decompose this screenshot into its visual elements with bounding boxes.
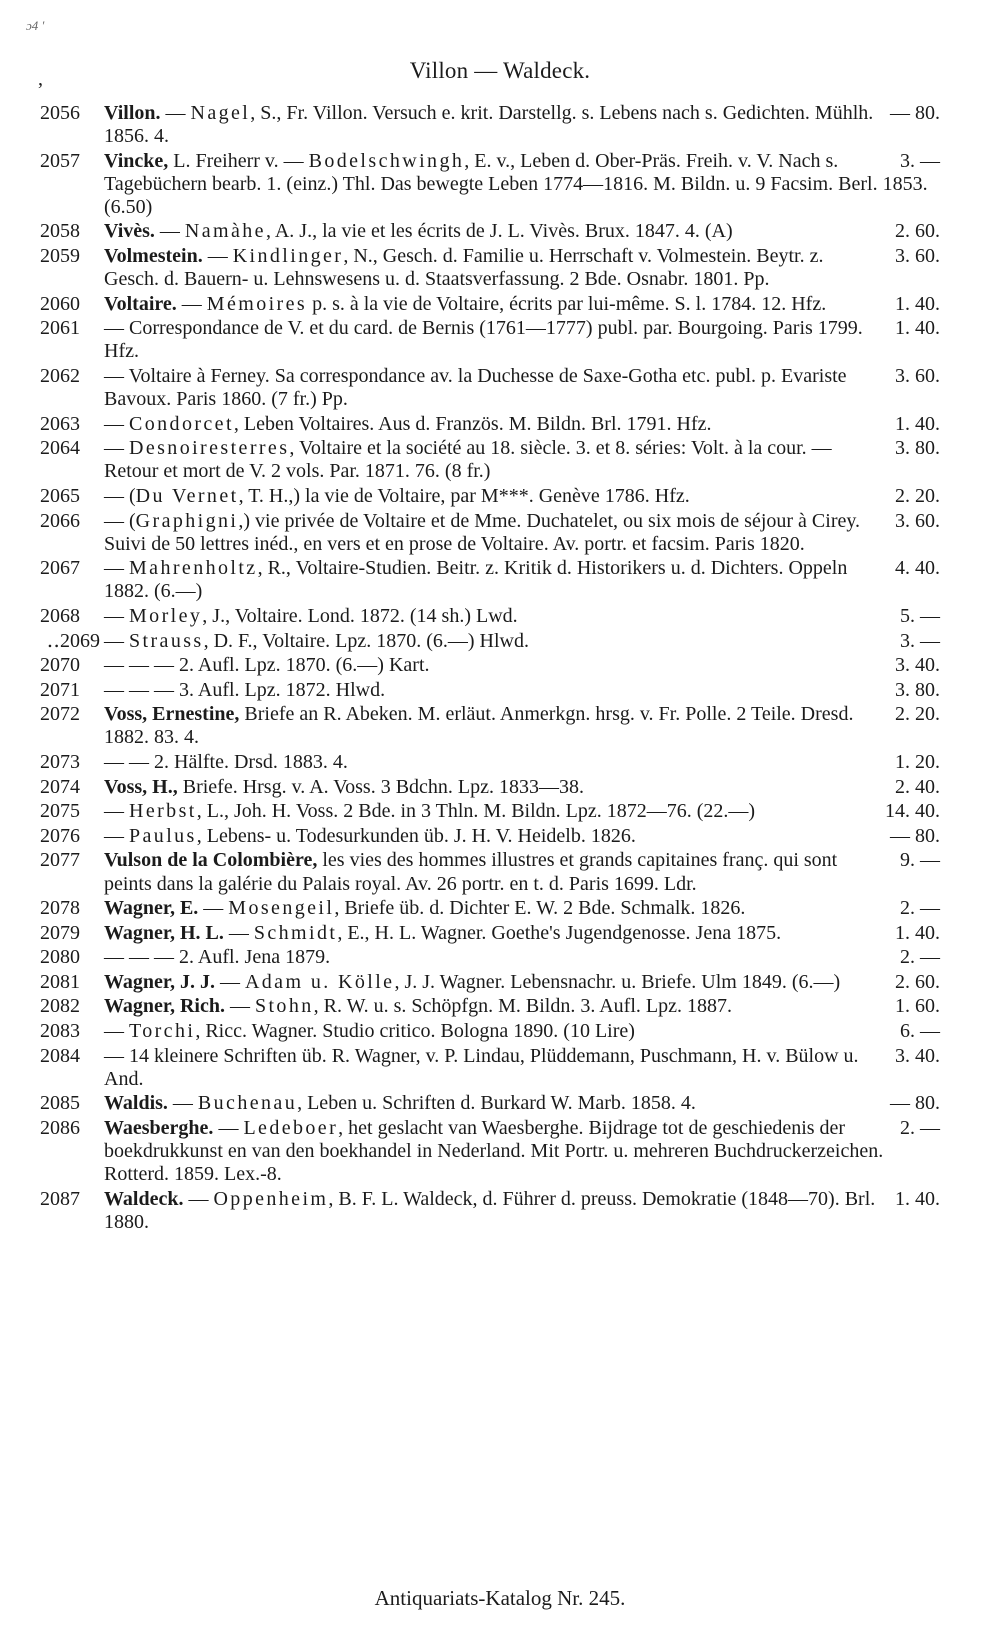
entry-author: Oppenheim: [213, 1187, 329, 1210]
entry-price: 2. —: [900, 897, 940, 920]
entry-number: [40, 995, 100, 1018]
entry-number: [40, 413, 100, 436]
entry-description: ,) vie privée de Voltaire et de Mme. Duchatelet, ou six mois de séjour à Cirey. Suivi de 50 lettres inéd., en vers et en prose de Voltaire. Av. portr. et facsim. Paris 1820.: [104, 509, 861, 555]
entry-description: , Lebens- u. Todesurkunden üb. J. H. V. Heidelb. 1826.: [196, 824, 636, 847]
entry-description: , B. F. L. Waldeck, d. Führer d. preuss. Demokratie (1848—70). Brl. 1880.: [104, 1187, 876, 1233]
entry-number-text: 2064: [40, 437, 80, 460]
entry-text: [104, 1188, 875, 1233]
entry-author: Mémoires: [206, 292, 308, 315]
catalog-entry: [40, 1117, 940, 1186]
entry-text-prefix: —: [104, 800, 129, 823]
entry-number-text: 2068: [40, 604, 80, 627]
catalog-entry: [40, 557, 940, 603]
entry-price: 2. —: [900, 946, 940, 969]
catalog-entries: [40, 102, 940, 1235]
entry-description: , J. J. Wagner. Lebensnachr. u. Briefe. Ulm 1849. (6.—): [394, 970, 841, 993]
entry-number: [40, 245, 100, 268]
entry-description: , E. v., Leben d. Ober-Präs. Freih. v. V. Nach s. Tagebüchern bearb. 1. (einz.) Thl. Das bewegte Leben 1774—1816. M. Bildn. u. 9 Facsim. Berl. 1853. (6.50): [104, 149, 928, 218]
entry-number: [40, 365, 100, 388]
catalog-entry: [40, 800, 940, 823]
catalog-entry: [40, 605, 940, 628]
entry-author: Strauss: [129, 629, 204, 652]
entry-description: , N., Gesch. d. Familie u. Herrschaft v. Volmestein. Beytr. z. Gesch. d. Bauern- u. Lehnswesens u. d. Staatsverfassung. 2 Bde. Osnabr. 1801. Pp.: [104, 245, 824, 291]
entry-text-prefix: —: [104, 437, 129, 460]
catalog-entry: [40, 245, 940, 291]
entry-text: [104, 437, 832, 482]
entry-description: , E., H. L. Wagner. Goethe's Jugendgenosse. Jena 1875.: [337, 921, 782, 944]
entry-number-text: 2085: [40, 1092, 80, 1115]
entry-price: — 80.: [890, 1092, 940, 1115]
entry-author: Du Vernet: [135, 485, 239, 507]
entry-heading: Volmestein.: [104, 245, 203, 268]
entry-text: [104, 922, 781, 944]
entry-price: 1. 40.: [895, 412, 940, 435]
entry-heading: Wagner, H. L.: [104, 921, 224, 944]
entry-price: 3. 60.: [895, 245, 940, 268]
entry-number: [40, 825, 100, 848]
catalog-entry: [40, 1092, 940, 1115]
entry-text-prefix: —: [167, 1092, 198, 1115]
entry-price: 6. —: [900, 1020, 940, 1043]
entry-price: 2. —: [900, 1116, 940, 1139]
entry-price: 1. 60.: [895, 995, 940, 1018]
entry-number: [40, 897, 100, 920]
entry-heading: Vincke,: [104, 149, 169, 172]
entry-number-text: 2056: [40, 102, 80, 124]
entry-price: 1. 40.: [895, 292, 940, 315]
catalog-entry: [40, 220, 940, 243]
entry-number: [18, 630, 100, 653]
entry-description: , Ricc. Wagner. Studio critico. Bologna 1890. (10 Lire): [195, 1020, 635, 1043]
entry-text-prefix: —: [183, 1187, 214, 1210]
entry-description: , A. J., la vie et les écrits de J. L. Vivès. Brux. 1847. 4. (A): [265, 220, 733, 243]
entry-heading: Wagner, J. J.: [104, 970, 215, 993]
entry-text-prefix: —: [224, 995, 255, 1018]
head-comma: ,: [38, 68, 43, 90]
entry-number: [40, 703, 100, 726]
entry-text: [104, 1117, 883, 1185]
entry-number: [40, 1188, 100, 1211]
entry-price: 2. 20.: [895, 485, 940, 507]
catalog-entry: [40, 897, 940, 920]
entry-number-text: 2080: [40, 946, 80, 969]
entry-price: 2. 60.: [895, 220, 940, 243]
entry-author: Herbst: [129, 800, 197, 823]
entry-text: [104, 825, 636, 847]
catalog-entry: [40, 679, 940, 702]
entry-author: Condorcet: [129, 412, 234, 435]
entry-author: Adam u. Kölle: [244, 970, 395, 993]
entry-number-text: 2061: [40, 317, 80, 340]
entry-number: [40, 437, 100, 460]
entry-number-text: 2066: [40, 509, 80, 532]
catalog-entry: [40, 102, 940, 148]
entry-number-text: 2078: [40, 897, 80, 920]
catalog-entry: [40, 654, 940, 677]
entry-price: 2. 60.: [895, 970, 940, 993]
entry-author: Stohn: [254, 995, 314, 1018]
catalog-entry: [40, 150, 940, 219]
catalog-entry: [40, 922, 940, 945]
catalog-entry: [40, 317, 940, 363]
entry-price: 3. —: [900, 629, 940, 652]
entry-description: , S., Fr. Villon. Versuch e. krit. Darstellg. s. Lebens nach s. Gedichten. Mühlh. 1856. 4.: [104, 102, 874, 148]
entry-text: [104, 605, 518, 627]
entry-number-text: 2058: [40, 220, 80, 243]
entry-text: Villon. — Nagel, S., Fr. Villon. Versuch e. krit. Darstellg. s. Lebens nach s. Gedichten. Mühlh. 1856. 4.: [104, 102, 874, 148]
catalog-entry: [40, 1045, 940, 1091]
catalog-footer: Antiquariats-Katalog Nr. 245.: [374, 1586, 626, 1610]
entry-description: — — — 2. Aufl. Jena 1879.: [104, 946, 331, 969]
entry-price: 3. 40.: [895, 654, 940, 677]
entry-text: [104, 751, 348, 773]
entry-price: 3. 40.: [895, 1044, 940, 1067]
entry-text-prefix: —: [214, 970, 245, 993]
entry-author: Mosengeil: [228, 897, 335, 920]
entry-text-prefix: —: [104, 824, 129, 847]
corner-mark: ɔ4 ′: [26, 18, 45, 33]
catalog-entry: [40, 946, 940, 969]
entry-text: [104, 849, 837, 894]
entry-description: , J., Voltaire. Lond. 1872. (14 sh.) Lwd.: [202, 604, 518, 627]
entry-text: [104, 654, 430, 676]
entry-description: , Briefe üb. d. Dichter E. W. 2 Bde. Schmalk. 1826.: [334, 897, 746, 920]
entry-author: Bodelschwingh: [308, 149, 465, 172]
entry-text-prefix: —: [223, 921, 254, 944]
entry-text-prefix: — (: [104, 485, 136, 507]
entry-price: 1. 40.: [895, 317, 940, 340]
entry-text: [104, 150, 928, 218]
running-head: Villon — Waldeck.: [409, 58, 591, 83]
entry-number: [40, 946, 100, 969]
entry-text: [104, 485, 690, 507]
entry-number-mark: ‥: [46, 629, 60, 652]
entry-number: [40, 800, 100, 823]
entry-number: [40, 1117, 100, 1140]
entry-description: Briefe. Hrsg. v. A. Voss. 3 Bdchn. Lpz. 1833—38.: [177, 775, 585, 798]
entry-price: 4. 40.: [895, 557, 940, 580]
entry-number-text: 2059: [40, 245, 80, 268]
entry-price: 9. —: [900, 849, 940, 872]
entry-price: 14. 40.: [885, 800, 940, 823]
entry-text-prefix: — (: [104, 509, 136, 532]
entry-text: [104, 971, 840, 993]
entry-description: les vies des hommes illustres et grands capitaines franç. qui sont peints dans la galérie du Palais royal. Av. 26 portr. en t. d. Paris 1699. Ldr.: [104, 849, 838, 895]
entry-number: [40, 1092, 100, 1115]
entry-number-text: 2062: [40, 365, 80, 388]
entry-number-text: 2070: [40, 654, 80, 677]
entry-description: , L., Joh. H. Voss. 2 Bde. in 3 Thln. M. Bildn. Lpz. 1872—76. (22.—): [196, 800, 756, 823]
entry-number: [40, 1045, 100, 1068]
entry-number-text: 2084: [40, 1044, 80, 1067]
entry-text: [104, 679, 385, 701]
entry-text: [104, 897, 745, 919]
entry-description: — — 2. Hälfte. Drsd. 1883. 4.: [104, 751, 348, 774]
entry-heading: Wagner, E.: [104, 897, 199, 920]
entry-text-prefix: —: [104, 604, 129, 627]
entry-description: — — — 3. Aufl. Lpz. 1872. Hlwd.: [104, 678, 386, 701]
entry-number: [40, 751, 100, 774]
entry-author: Namàhe: [184, 220, 266, 243]
entry-number: [40, 293, 100, 316]
entry-price: 1. 40.: [895, 1187, 940, 1210]
entry-text: [104, 413, 711, 435]
entry-price: 2. 40.: [895, 775, 940, 798]
entry-text-prefix: —: [104, 412, 129, 435]
entry-price: 1. 20.: [895, 751, 940, 774]
entry-author: Paulus: [129, 824, 197, 847]
entry-author: Torchi: [129, 1020, 196, 1043]
catalog-entry: [40, 1188, 940, 1234]
entry-description: , R. W. u. s. Schöpfgn. M. Bildn. 3. Aufl. Lpz. 1887.: [313, 995, 732, 1018]
entry-text: [104, 1092, 696, 1114]
entry-description: , Voltaire et la société au 18. siècle. 3. et 8. séries: Volt. à la cour. — Retour et mort de V. 2 vols. Par. 1871. 76. (8 fr.): [104, 437, 832, 483]
catalog-entry: [40, 630, 940, 653]
entry-author: Nagel: [190, 102, 251, 124]
entry-number: [40, 605, 100, 628]
entry-text: [104, 557, 847, 602]
catalog-entry: [40, 703, 940, 749]
entry-number: [40, 679, 100, 702]
entry-text: [104, 630, 529, 652]
entry-text: [104, 995, 732, 1017]
entry-heading: Waldeck.: [104, 1187, 184, 1210]
entry-number-text: 2060: [40, 292, 80, 315]
entry-text: [104, 365, 847, 410]
entry-heading: Voss, Ernestine,: [104, 703, 240, 726]
catalog-entry: [40, 849, 940, 895]
catalog-entry: [40, 971, 940, 994]
entry-description: , R., Voltaire-Studien. Beitr. z. Kritik d. Historikers u. d. Dichters. Oppeln 1882. (6.—): [104, 557, 848, 603]
entry-number-text: 2077: [40, 849, 80, 872]
entry-description: — — — 2. Aufl. Lpz. 1870. (6.—) Kart.: [104, 654, 430, 677]
entry-text: [104, 703, 853, 748]
catalog-entry: [40, 510, 940, 556]
entry-number-text: 2079: [40, 921, 80, 944]
entry-number: [40, 510, 100, 533]
entry-price: 3. 60.: [895, 365, 940, 388]
entry-price: 3. 60.: [895, 509, 940, 532]
entry-author: Schmidt: [253, 921, 338, 944]
entry-heading: Villon.: [104, 102, 161, 124]
entry-text: [104, 946, 330, 968]
entry-number: [40, 150, 100, 173]
entry-price: 3. 80.: [895, 437, 940, 460]
entry-text: Volmestein. — Kindlinger, N., Gesch. d. Familie u. Herrschaft v. Volmestein. Beytr. z. Gesch. d. Bauern- u. Lehnswesens u. d. Staatsverfassung. 2 Bde. Osnabr. 1801. Pp.: [104, 245, 824, 291]
entry-number: [40, 971, 100, 994]
entry-number-text: 2083: [40, 1020, 80, 1043]
entry-author: Ledeboer: [243, 1116, 339, 1139]
entry-author: Kindlinger: [232, 245, 344, 268]
entry-number: [40, 654, 100, 677]
entry-number-text: 2087: [40, 1187, 80, 1210]
entry-number-text: 2082: [40, 995, 80, 1018]
entry-text: [104, 776, 584, 798]
entry-text-prefix: —: [104, 629, 129, 652]
entry-text-prefix: —: [104, 557, 129, 580]
entry-heading: Voltaire.: [104, 292, 177, 315]
entry-description: — Correspondance de V. et du card. de Bernis (1761—1777) publ. par. Bourgoing. Paris 1799. Hfz.: [104, 317, 863, 363]
entry-description: Briefe an R. Abeken. M. erläut. Anmerkgn. hrsg. v. Fr. Polle. 2 Teile. Dresd. 1882. 83. 4.: [104, 703, 854, 749]
catalog-entry: [40, 776, 940, 799]
entry-price: 3. 80.: [895, 678, 940, 701]
entry-description: , het geslacht van Waesberghe. Bijdrage tot de geschiedenis der boekdrukkunst en van den boekhandel in Nederland. Mit Portr. u. mehreren Buchdruckerzeichen. Rotterd. 1859. Lex.-8.: [104, 1116, 884, 1186]
entry-heading: Vulson de la Colombière,: [104, 849, 318, 872]
entry-number: [40, 220, 100, 243]
entry-number-text: 2076: [40, 824, 80, 847]
catalog-entry: [40, 1020, 940, 1043]
entry-author: Morley: [129, 604, 203, 627]
entry-price: 2. 20.: [895, 703, 940, 726]
entry-price: 5. —: [900, 604, 940, 627]
entry-text-prefix: —: [104, 1020, 129, 1043]
catalog-entry: [40, 485, 940, 508]
entry-number-text: 2065: [40, 485, 80, 507]
entry-description: — 14 kleinere Schriften üb. R. Wagner, v. P. Lindau, Plüddemann, Puschmann, H. v. Bülow u. And.: [104, 1044, 859, 1090]
entry-price: — 80.: [890, 824, 940, 847]
catalog-entry: [40, 365, 940, 411]
entry-text: [104, 1045, 859, 1090]
entry-number-text: 2067: [40, 557, 80, 580]
catalog-entry: [40, 751, 940, 774]
catalog-entry: [40, 413, 940, 436]
entry-number-text: 2086: [40, 1116, 80, 1139]
entry-description: p. s. à la vie de Voltaire, écrits par lui-même. S. l. 1784. 12. Hfz.: [307, 292, 827, 315]
entry-number-text: 2072: [40, 703, 80, 726]
entry-number-text: 2081: [40, 970, 80, 993]
entry-heading: Waesberghe.: [104, 1116, 214, 1139]
entry-number: [40, 849, 100, 872]
entry-text-prefix: —: [213, 1116, 244, 1139]
entry-number-text: 2057: [40, 149, 80, 172]
entry-heading: Voss, H.,: [104, 775, 178, 798]
entry-number-text: 2075: [40, 800, 80, 823]
entry-description: , Leben Voltaires. Aus d. Französ. M. Bildn. Brl. 1791. Hfz.: [233, 412, 712, 435]
catalog-entry: [40, 293, 940, 316]
catalog-entry: [40, 437, 940, 483]
entry-number: [40, 776, 100, 799]
entry-number: [40, 317, 100, 340]
entry-number-text: 2071: [40, 678, 80, 701]
entry-description: , T. H.,) la vie de Voltaire, par M***. Genève 1786. Hfz.: [238, 485, 690, 507]
entry-heading: Waldis.: [104, 1092, 168, 1115]
entry-text: Vivès. — Namàhe, A. J., la vie et les écrits de J. L. Vivès. Brux. 1847. 4. (A): [104, 220, 733, 243]
entry-price: 3. —: [900, 149, 940, 172]
entry-number-text: 2069: [60, 629, 100, 652]
entry-author: Mahrenholtz: [129, 557, 258, 580]
entry-text: [104, 510, 860, 555]
entry-number-text: 2063: [40, 412, 80, 435]
entry-text: [104, 800, 755, 822]
catalog-entry: [40, 825, 940, 848]
entry-number-text: 2074: [40, 775, 80, 798]
entry-number: [40, 485, 100, 508]
entry-number: [40, 922, 100, 945]
entry-heading: Wagner, Rich.: [104, 995, 225, 1018]
entry-text: Voltaire. — Mémoires p. s. à la vie de Voltaire, écrits par lui-même. S. l. 1784. 12. Hfz.: [104, 292, 827, 315]
entry-number: [40, 102, 100, 125]
entry-author: Graphigni: [135, 509, 239, 532]
entry-text: [104, 317, 863, 362]
entry-number: [40, 557, 100, 580]
entry-number: [40, 1020, 100, 1043]
entry-price: 1. 40.: [895, 921, 940, 944]
entry-author: Buchenau: [197, 1092, 298, 1115]
entry-text-prefix: L. Freiherr v. —: [168, 149, 309, 172]
entry-author: Desnoiresterres: [129, 437, 290, 460]
entry-description: , D. F., Voltaire. Lpz. 1870. (6.—) Hlwd.: [203, 629, 530, 652]
entry-text-prefix: —: [198, 897, 229, 920]
catalog-entry: [40, 995, 940, 1018]
entry-heading: Vivès.: [104, 220, 155, 243]
entry-text: [104, 1020, 635, 1042]
entry-description: , Leben u. Schriften d. Burkard W. Marb. 1858. 4.: [297, 1092, 696, 1115]
entry-price: — 80.: [890, 102, 940, 124]
entry-description: — Voltaire à Ferney. Sa correspondance av. la Duchesse de Saxe-Gotha etc. publ. p. Evariste Bavoux. Paris 1860. (7 fr.) Pp.: [104, 365, 847, 411]
entry-number-text: 2073: [40, 751, 80, 774]
